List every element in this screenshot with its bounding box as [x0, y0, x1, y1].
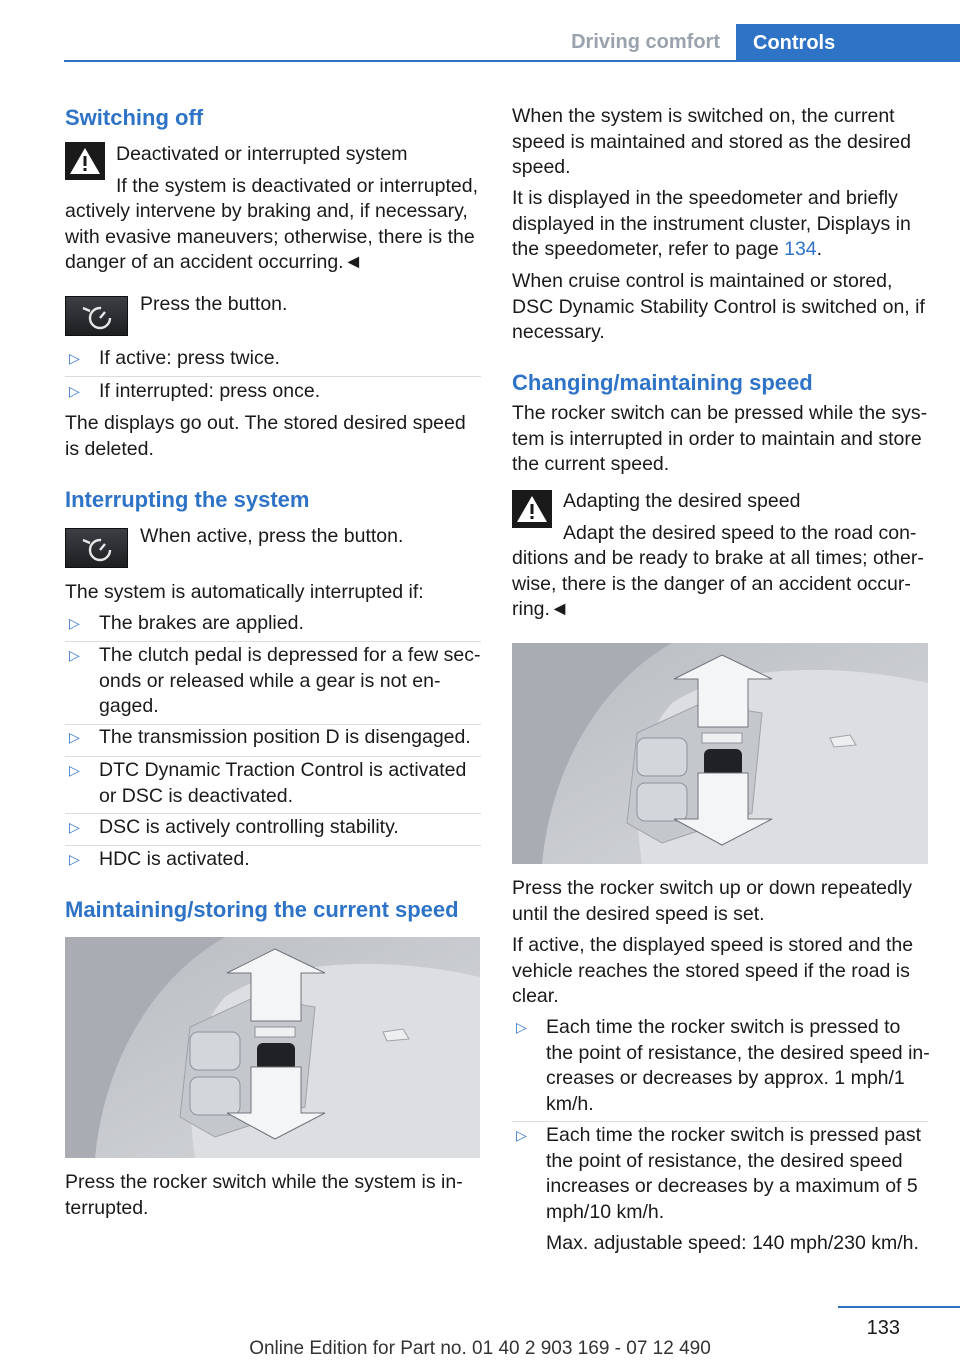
warning-icon	[65, 142, 105, 180]
header-rule	[64, 60, 960, 62]
heading-interrupting: Interrupting the system	[65, 487, 310, 512]
divider	[65, 376, 481, 377]
steering-wheel-photo	[512, 643, 928, 864]
divider	[65, 813, 481, 814]
list-item: ▷ DSC is actively controlling stability.	[69, 816, 399, 838]
max-speed-text: Max. adjustable speed: 140 mph/230 km/h.	[546, 1232, 919, 1254]
warning-title: Adapting the desired speed	[563, 490, 801, 512]
heading-switching-off: Switching off	[65, 105, 204, 130]
paragraph: When cruise control is maintained or stored, DSC Dynamic Stability Control is switched on, if necessary.	[512, 270, 925, 343]
warning-text-line1: Adapt the desired speed to the road con‐	[563, 522, 917, 544]
paragraph: When the system is switched on, the current speed is maintained and stored as the desired speed.	[512, 105, 911, 178]
warning-text-line1: If the system is deactivated or interrupted,	[116, 175, 479, 197]
paragraph: The displays go out. The stored desired speed is deleted.	[65, 412, 466, 460]
list-item: ▷ DTC Dynamic Traction Control is activated or DSC is deactivated.	[69, 759, 467, 807]
warning-text: actively intervene by braking and, if necessary, with evasive maneuvers; otherwise, there is the danger of an accident occurring.◄	[65, 200, 475, 273]
steering-wheel-photo	[65, 937, 480, 1158]
list-item: ▷ Each time the rocker switch is pressed past the point of resistance, the desired speed increases or decreases by a maximum of 5 mph/10 km/h.	[516, 1124, 921, 1223]
photo-caption: Press the rocker switch while the system is in‐terrupted.	[65, 1171, 463, 1219]
heading-changing: Changing/maintaining speed	[512, 370, 813, 395]
press-button-text: Press the button.	[140, 293, 288, 315]
list-item: ▷ If active: press twice.	[69, 347, 280, 369]
divider	[65, 756, 481, 757]
divider	[512, 1121, 928, 1122]
footer-rule	[838, 1306, 960, 1308]
paragraph: Press the rocker switch up or down repeatedly until the desired speed is set.	[512, 877, 912, 925]
cruise-button-icon	[65, 296, 128, 336]
footer-edition: Online Edition for Part no. 01 40 2 903 169 - 07 12 490	[249, 1338, 711, 1359]
page-link[interactable]: 134	[784, 238, 817, 260]
paragraph: If active, the displayed speed is stored and the vehicle reaches the stored speed if the road is clear.	[512, 934, 914, 1007]
list-item: ▷ The brakes are applied.	[69, 612, 304, 634]
warning-title: Deactivated or interrupted system	[116, 143, 408, 165]
list-item: ▷ Each time the rocker switch is pressed to the point of resistance, the desired speed in‐creases or decreases by approx. 1 mph/1 km/h.	[516, 1016, 930, 1115]
paragraph-with-link: It is displayed in the speedometer and briefly displayed in the instrument cluster, Displays in the speedometer, refer to page 134.	[512, 187, 911, 260]
list-item: ▷ The transmission position D is disengaged.	[69, 726, 471, 748]
warning-icon	[512, 490, 552, 528]
paragraph: The rocker switch can be pressed while the sys‐tem is interrupted in order to maintain and store the current speed.	[512, 402, 928, 475]
heading-maintaining: Maintaining/storing the current speed	[65, 897, 459, 922]
list-item: ▷ The clutch pedal is depressed for a few sec‐onds or released while a gear is not en‐gaged.	[69, 644, 481, 717]
cruise-button-icon	[65, 528, 128, 568]
divider	[65, 641, 481, 642]
list-item: ▷ HDC is activated.	[69, 848, 250, 870]
warning-text: ditions and be ready to brake at all times; other‐wise, there is the danger of an accident occur‐ring.◄	[512, 547, 924, 620]
page-number: 133	[866, 1317, 900, 1339]
header-section: Driving comfort	[571, 31, 720, 53]
list-item: ▷ If interrupted: press once.	[69, 380, 321, 402]
header-chapter-tab: Controls	[736, 24, 960, 62]
press-button-text: When active, press the button.	[140, 525, 404, 547]
divider	[65, 845, 481, 846]
paragraph: The system is automatically interrupted if:	[65, 581, 424, 603]
